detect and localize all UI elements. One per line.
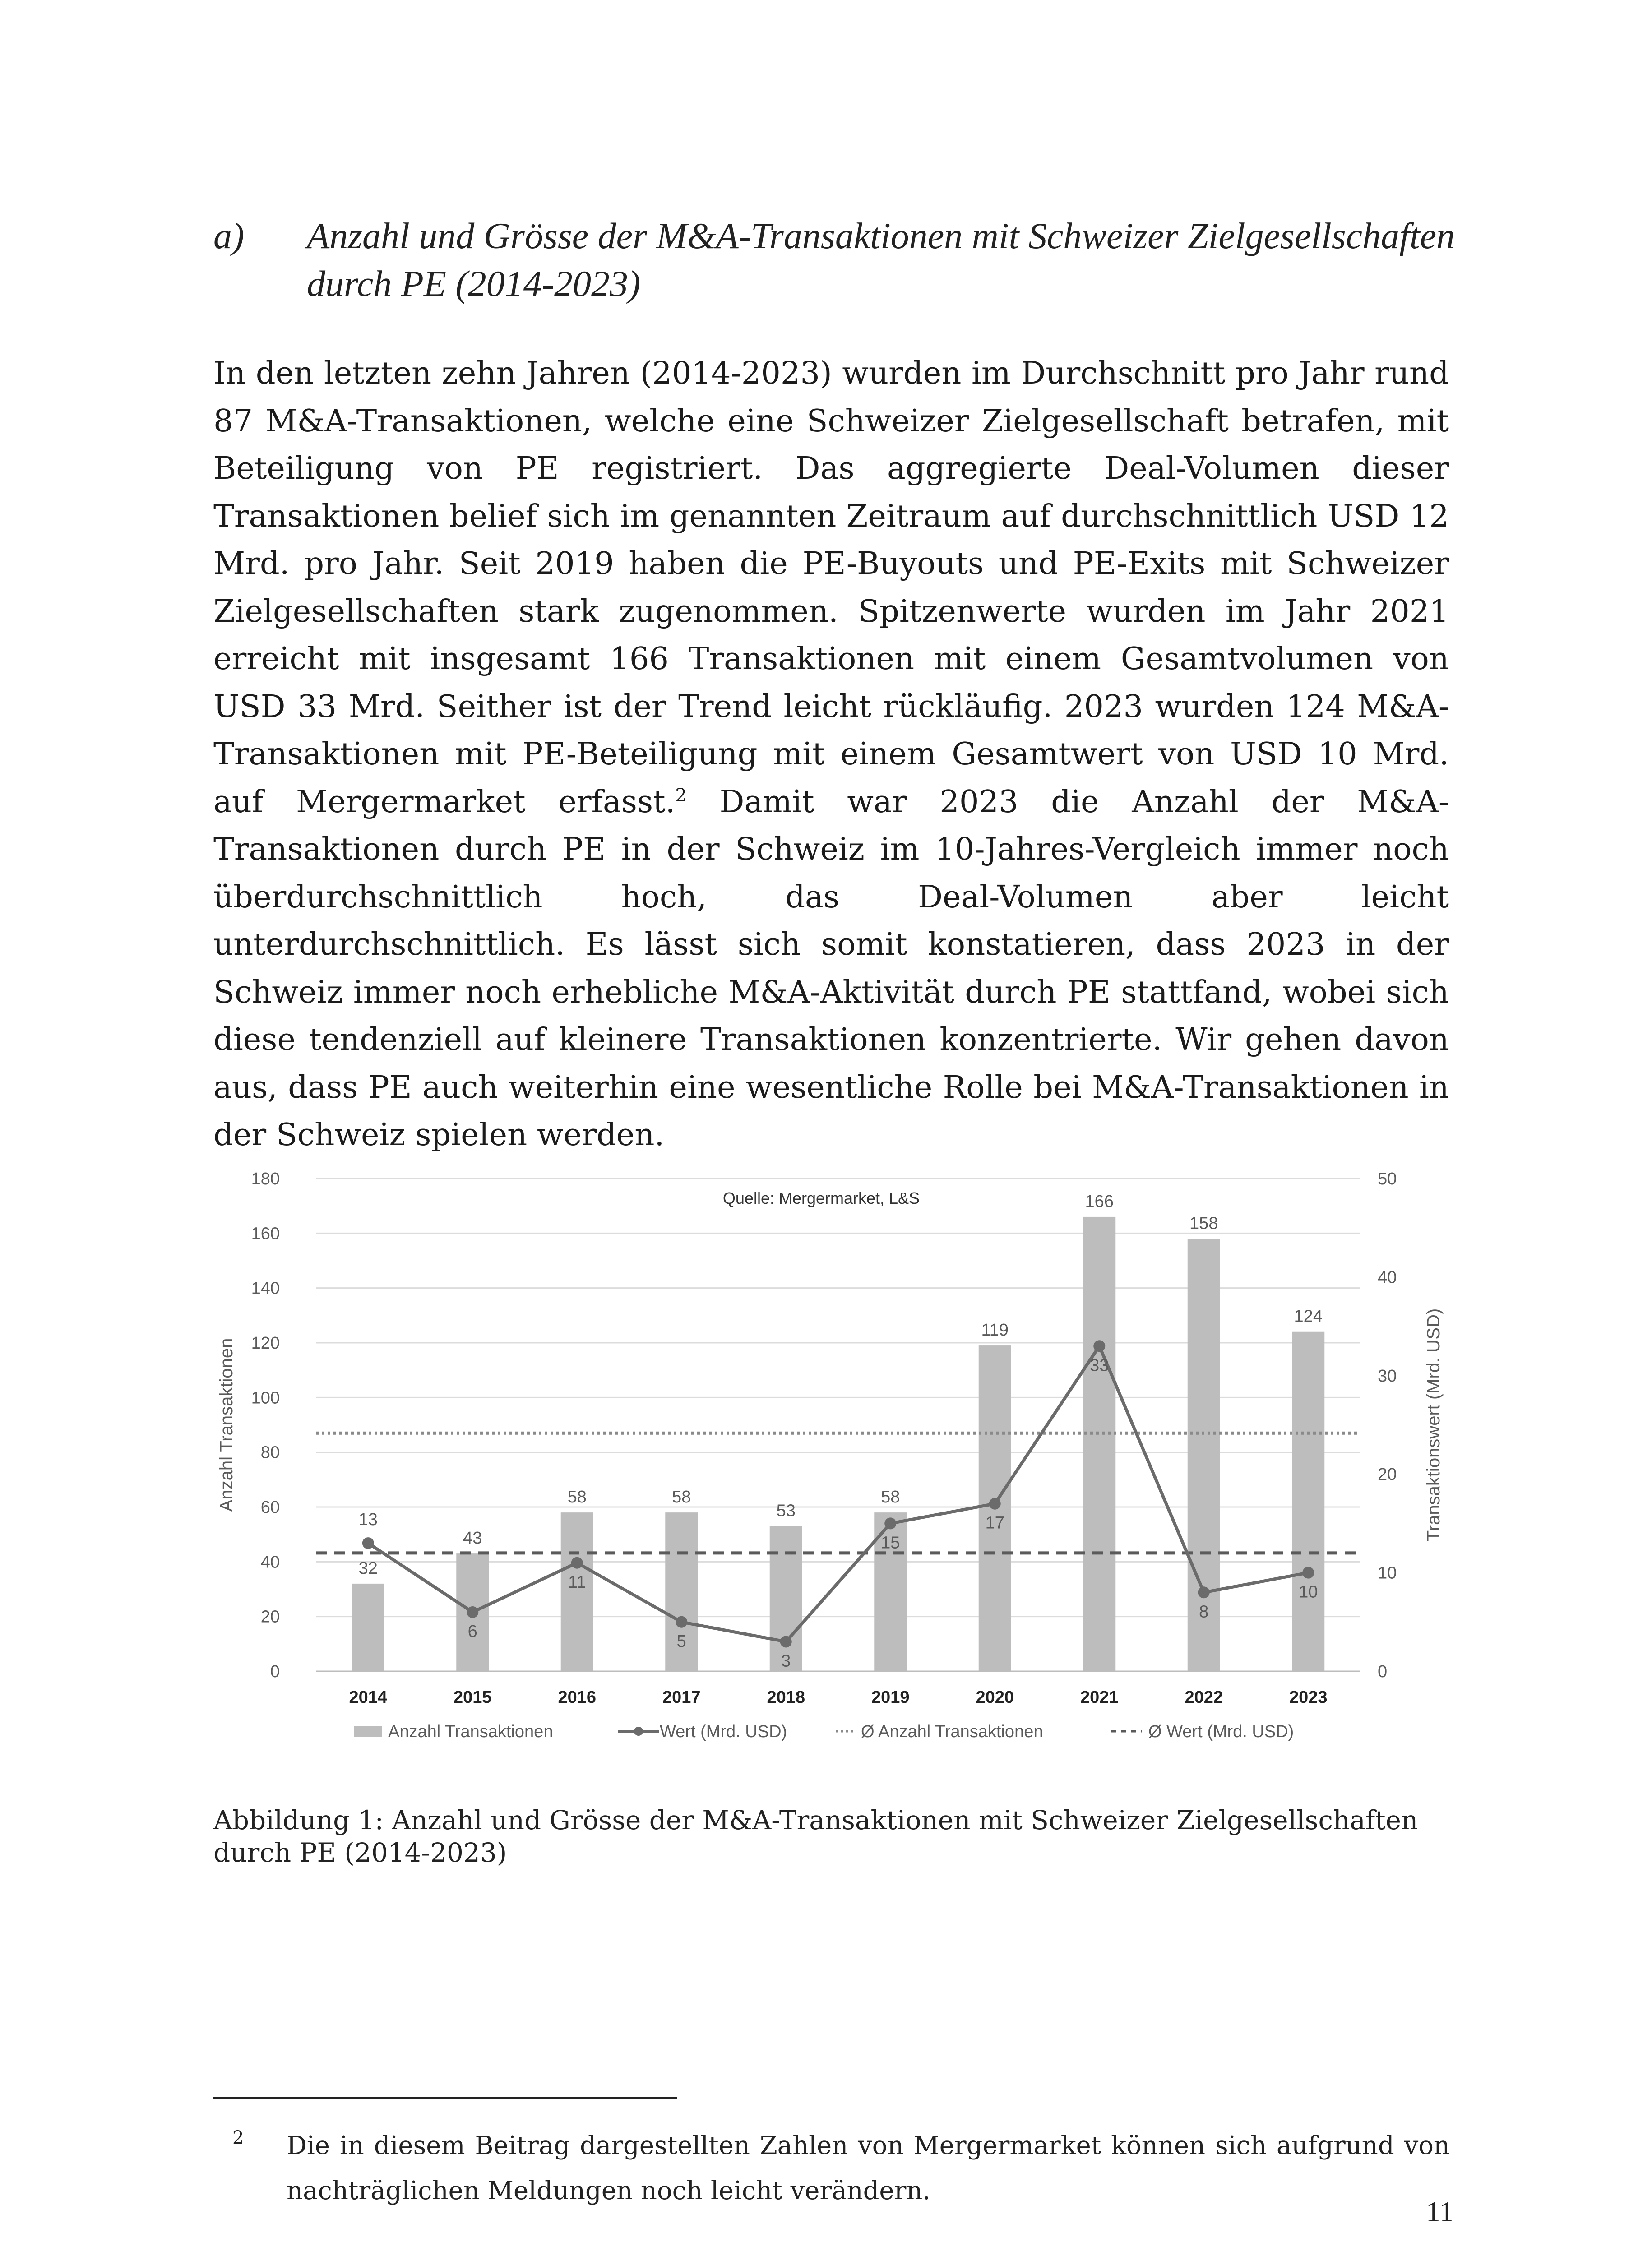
value-point [676, 1616, 687, 1628]
x-tick-label: 2015 [453, 1688, 492, 1707]
value-line [368, 1346, 1309, 1641]
value-point [1198, 1586, 1210, 1598]
bar [1083, 1217, 1115, 1671]
legend-label: Ø Anzahl Transaktionen [861, 1722, 1043, 1741]
y-tick-label: 80 [260, 1443, 280, 1462]
bar [561, 1512, 593, 1671]
value-point-label: 10 [1299, 1582, 1318, 1602]
chart [212, 1142, 1448, 1773]
x-tick-label: 2016 [558, 1688, 597, 1707]
y2-tick-label: 30 [1378, 1366, 1397, 1386]
value-point-label: 3 [781, 1651, 791, 1671]
x-tick-label: 2018 [767, 1688, 805, 1707]
section-title: Anzahl und Grösse der M&A-Transaktionen mit Schweizer Zielgesellschaften durch PE (2014-2023) [307, 215, 1455, 304]
y-tick-label: 20 [260, 1607, 280, 1627]
y-tick-label: 100 [251, 1388, 280, 1408]
section-marker: a) [213, 215, 245, 256]
body-text-part-1: In den letzten zehn Jahren (2014-2023) wurden im Durchschnitt pro Jahr rund 87 M&A-Transaktionen, welche eine Schweizer Zielgesellschaft betrafen, mit Beteiligung von PE registriert. Das aggregierte Deal-Volumen dieser Transaktionen belief sich im genannten Zeitraum auf durchschnittlich USD 12 Mrd. pro Jahr. Seit 2019 haben die PE-Buyouts und PE-Exits mit Schweizer Zielgesellschaften stark zugenommen. Spitzenwerte wurden im Jahr 2021 erreicht mit insgesamt 166 Transaktionen mit einem Gesamtvolumen von USD 33 Mrd. Seither ist der Trend leicht rückläufig. 2023 wurden 124 M&A-Transaktionen mit PE-Beteiligung mit einem Gesamtwert von USD 10 Mrd. auf Mergermarket erfasst. [213, 355, 1449, 820]
page-number: 11 [1426, 2196, 1454, 2228]
x-tick-label: 2022 [1185, 1688, 1223, 1707]
value-point-label: 5 [676, 1632, 686, 1651]
y-tick-label: 0 [270, 1662, 280, 1681]
footnote-reference[interactable]: 2 [675, 785, 687, 806]
bar [352, 1584, 384, 1671]
bar-value-label: 166 [1085, 1192, 1114, 1211]
bar-value-label: 58 [567, 1488, 587, 1507]
bar [1292, 1332, 1324, 1671]
legend-label: Wert (Mrd. USD) [660, 1722, 787, 1741]
bar-value-label: 32 [358, 1558, 378, 1578]
bar-value-label: 124 [1294, 1307, 1323, 1326]
value-point-label: 17 [985, 1513, 1004, 1533]
legend-swatch-point [634, 1727, 643, 1736]
bar-value-label: 58 [881, 1488, 900, 1507]
x-tick-label: 2017 [662, 1688, 701, 1707]
x-tick-label: 2021 [1080, 1688, 1119, 1707]
value-point-label: 8 [1199, 1602, 1209, 1622]
chart-svg [212, 1142, 1448, 1773]
y2-tick-label: 20 [1378, 1465, 1397, 1484]
y-tick-label: 40 [260, 1553, 280, 1572]
y2-tick-label: 0 [1378, 1662, 1388, 1681]
y2-axis-title: Transaktionswert (Mrd. USD) [1424, 1308, 1444, 1542]
x-tick-label: 2023 [1289, 1688, 1328, 1707]
value-point [1093, 1340, 1105, 1352]
y-tick-label: 180 [251, 1170, 280, 1188]
y2-tick-label: 10 [1378, 1563, 1397, 1583]
axis-layer [217, 1170, 1444, 1707]
chart-source-annotation: Quelle: Mergermarket, L&S [722, 1189, 920, 1207]
value-point-label: 33 [1090, 1356, 1109, 1375]
value-point [1302, 1567, 1314, 1579]
value-point [884, 1517, 896, 1529]
y-tick-label: 60 [260, 1498, 280, 1517]
value-point [467, 1606, 478, 1618]
bar-value-label: 58 [672, 1488, 691, 1507]
body-paragraph [213, 350, 1449, 1159]
footnote-number: 2 [232, 2127, 244, 2148]
legend [354, 1722, 1294, 1741]
body-text-part-2: Damit war 2023 die Anzahl der M&A-Transaktionen durch PE in der Schweiz im 10-Jahres-Vergleich immer noch überdurchschnittlich hoch, das Deal-Volumen aber leicht unterdurchschnittlich. Es lässt sich somit konstatieren, dass 2023 in der Schweiz immer noch erhebliche M&A-Aktivität durch PE stattfand, wobei sich diese tendenziell auf kleinere Transaktionen konzentrierte. Wir gehen davon aus, dass PE auch weiterhin eine wesentliche Rolle bei M&A-Transaktionen in der Schweiz spielen werden. [213, 783, 1449, 1153]
bar-value-label: 53 [776, 1501, 796, 1521]
value-point [780, 1636, 792, 1647]
legend-label: Ø Wert (Mrd. USD) [1148, 1722, 1294, 1741]
y-tick-label: 160 [251, 1224, 280, 1244]
bar [770, 1526, 802, 1671]
value-point-label: 11 [568, 1572, 586, 1592]
bar-layer [352, 1217, 1325, 1671]
x-tick-label: 2019 [871, 1688, 910, 1707]
value-point-label: 13 [358, 1510, 378, 1530]
footnote-separator [213, 2097, 677, 2099]
footnote-text: Die in diesem Beitrag dargestellten Zahlen von Mergermarket können sich aufgrund von nachträglichen Meldungen noch leicht verändern. [287, 2131, 1450, 2205]
y2-tick-label: 40 [1378, 1268, 1397, 1287]
bar-value-label: 119 [981, 1321, 1009, 1340]
y-tick-label: 140 [251, 1279, 280, 1298]
value-point [571, 1557, 583, 1569]
figure-caption: Abbildung 1: Anzahl und Grösse der M&A-Transaktionen mit Schweizer Zielgesellschaften durch PE (2014-2023) [213, 1805, 1418, 1868]
legend-swatch-bar [354, 1726, 382, 1737]
y-tick-label: 120 [251, 1334, 280, 1353]
value-point-label: 6 [467, 1622, 477, 1641]
footnote [213, 2123, 1450, 2214]
value-point [989, 1498, 1001, 1510]
y-axis-title: Anzahl Transaktionen [217, 1338, 236, 1512]
legend-label: Anzahl Transaktionen [388, 1722, 553, 1741]
value-point [362, 1537, 374, 1549]
bar-value-label: 43 [463, 1529, 482, 1548]
value-line-layer [362, 1340, 1314, 1647]
x-tick-label: 2020 [976, 1688, 1014, 1707]
bar-value-label: 158 [1189, 1214, 1218, 1233]
x-tick-label: 2014 [349, 1688, 388, 1707]
value-point-label: 15 [881, 1533, 900, 1553]
y2-tick-label: 50 [1378, 1170, 1397, 1188]
